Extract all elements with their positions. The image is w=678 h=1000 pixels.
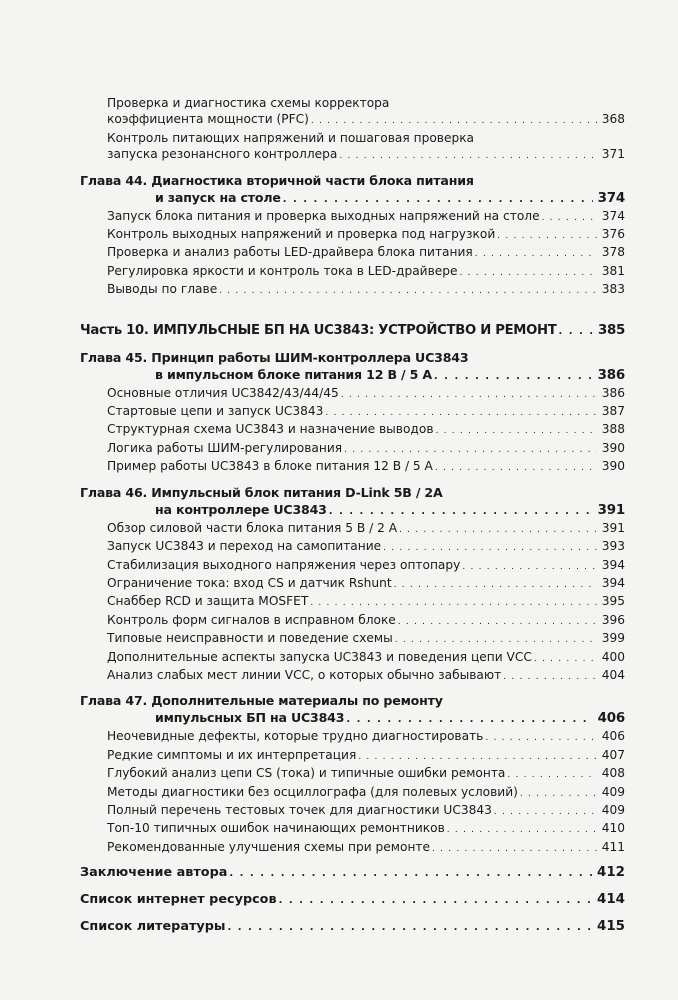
toc-page-number: 406	[601, 729, 625, 744]
table-of-contents	[80, 95, 625, 936]
toc-page-number: 411	[601, 839, 625, 854]
toc-entry[interactable]	[80, 146, 625, 164]
toc-page-number: 400	[601, 649, 625, 664]
toc-page-number: 371	[601, 147, 625, 162]
leader-dots	[395, 632, 597, 648]
toc-entry-conclusion[interactable]	[80, 864, 625, 882]
toc-page-number: 368	[601, 112, 625, 127]
toc-entry[interactable]	[80, 263, 625, 281]
toc-entry[interactable]	[80, 649, 625, 667]
toc-entry-title: Глубокий анализ цепи CS (тока) и типичные ошибки ремонта	[107, 766, 506, 781]
chapter-title: Глава 46. Импульсный блок питания D-Link 5В / 2А	[80, 484, 443, 500]
toc-entry[interactable]	[80, 820, 625, 838]
toc-line	[80, 130, 625, 146]
toc-entry-title: Стартовые цепи и запуск UC3843	[107, 404, 324, 419]
toc-entry-title: Проверка и диагностика схемы корректора	[107, 96, 390, 110]
toc-entry[interactable]	[80, 385, 625, 403]
chapter-title: и запуск на столе	[155, 189, 281, 205]
leader-dots	[534, 651, 597, 667]
leader-dots	[494, 804, 597, 820]
toc-entry[interactable]	[80, 630, 625, 648]
toc-entry-title: Полный перечень тестовых точек для диагностики UC3843	[107, 802, 492, 817]
toc-entry[interactable]	[80, 111, 625, 129]
toc-entry-title: Список интернет ресурсов	[80, 892, 277, 908]
toc-entry-title: Дополнительные аспекты запуска UC3843 и поведения цепи VCC	[107, 649, 532, 664]
leader-dots	[398, 614, 597, 630]
toc-page-number: 395	[601, 594, 625, 609]
chapter-heading-47	[80, 692, 625, 709]
toc-entry[interactable]	[80, 667, 625, 685]
toc-page-number: 408	[601, 766, 625, 781]
part-entry-10[interactable]	[80, 322, 625, 340]
toc-entry[interactable]	[80, 520, 625, 538]
leader-dots	[325, 405, 597, 421]
toc-entry[interactable]	[80, 765, 625, 783]
chapter-entry-45[interactable]	[80, 366, 625, 385]
toc-entry[interactable]	[80, 538, 625, 556]
chapter-title: Глава 45. Принцип работы ШИМ-контроллера UC3843	[80, 349, 469, 365]
toc-entry-title: Заключение автора	[80, 865, 228, 881]
toc-entry-title: Стабилизация выходного напряжения через оптопару	[107, 557, 461, 572]
toc-line	[80, 95, 625, 111]
leader-dots	[462, 559, 597, 575]
leader-dots	[485, 730, 597, 746]
leader-dots	[358, 749, 597, 765]
toc-page-number: 386	[601, 385, 625, 400]
toc-page-number: 396	[601, 612, 625, 627]
leader-dots	[520, 786, 597, 802]
leader-dots	[341, 387, 597, 403]
toc-entry[interactable]	[80, 802, 625, 820]
chapter-title: на контроллере UC3843	[155, 501, 327, 517]
toc-entry-title: Анализ слабых мест линии VCC, о которых обычно забывают	[107, 667, 502, 682]
toc-entry[interactable]	[80, 557, 625, 575]
toc-entry-title: Запуск UC3843 и переход на самопитание	[107, 539, 382, 554]
leader-dots	[329, 503, 593, 520]
leader-dots	[497, 228, 597, 244]
chapter-title: Глава 47. Дополнительные материалы по ремонту	[80, 693, 443, 709]
leader-dots	[339, 148, 597, 164]
toc-entry-title: Выводы по главе	[107, 282, 218, 297]
leader-dots	[346, 711, 593, 728]
toc-page-number: 404	[601, 667, 625, 682]
leader-dots	[399, 522, 597, 538]
chapter-heading-46	[80, 484, 625, 501]
toc-entry-title: Типовые неисправности и поведение схемы	[107, 631, 393, 646]
chapter-page-number: 374	[597, 190, 625, 206]
chapter-title: в импульсном блоке питания 12 В / 5 А	[155, 366, 432, 382]
leader-dots	[434, 368, 593, 385]
toc-entry-title: Ограничение тока: вход CS и датчик Rshunt	[107, 575, 392, 590]
chapter-heading-45	[80, 349, 625, 366]
toc-entry[interactable]	[80, 728, 625, 746]
chapter-entry-44[interactable]	[80, 189, 625, 208]
toc-entry-bibliography[interactable]	[80, 918, 625, 936]
leader-dots	[558, 323, 593, 340]
chapter-page-number: 386	[597, 367, 625, 383]
toc-page-number: 394	[601, 575, 625, 590]
toc-page-number: 409	[601, 784, 625, 799]
toc-page-number: 412	[597, 865, 625, 881]
leader-dots	[311, 113, 597, 129]
toc-entry-title: коэффициента мощности (PFC)	[107, 112, 309, 127]
leader-dots	[310, 595, 597, 611]
chapter-page-number: 391	[597, 502, 625, 518]
toc-entry[interactable]	[80, 747, 625, 765]
toc-entry[interactable]	[80, 421, 625, 439]
leader-dots	[219, 283, 597, 299]
leader-dots	[503, 669, 597, 685]
toc-page-number: 407	[601, 747, 625, 762]
toc-entry-title: Неочевидные дефекты, которые трудно диагностировать	[107, 729, 484, 744]
toc-page-number: 378	[601, 245, 625, 260]
toc-entry[interactable]	[80, 593, 625, 611]
toc-entry-title: Регулировка яркости и контроль тока в LED-драйвере	[107, 263, 458, 278]
part-page-number: 385	[597, 322, 625, 338]
toc-entry[interactable]	[80, 440, 625, 458]
chapter-entry-46[interactable]	[80, 501, 625, 520]
leader-dots	[475, 246, 597, 262]
leader-dots	[227, 919, 593, 936]
leader-dots	[229, 865, 593, 882]
toc-entry-title: Логика работы ШИМ-регулирования	[107, 440, 343, 455]
toc-page-number: 381	[601, 263, 625, 278]
chapter-heading-44	[80, 172, 625, 189]
toc-entry[interactable]	[80, 458, 625, 476]
leader-dots	[436, 423, 598, 439]
leader-dots	[460, 265, 597, 281]
toc-page-number: 409	[601, 802, 625, 817]
toc-entry-internet-resources[interactable]	[80, 891, 625, 909]
toc-entry[interactable]	[80, 839, 625, 857]
toc-entry[interactable]	[80, 575, 625, 593]
toc-page-number: 383	[601, 282, 625, 297]
part-title: Часть 10. ИМПУЛЬСНЫЕ БП НА UC3843: УСТРОЙСТВО И РЕМОНТ	[80, 322, 557, 338]
toc-page-number: 387	[601, 404, 625, 419]
leader-dots	[344, 442, 597, 458]
toc-entry-title: Основные отличия UC3842/43/44/45	[107, 385, 339, 400]
toc-page-number: 388	[601, 422, 625, 437]
toc-entry[interactable]	[80, 244, 625, 262]
toc-entry-title: Пример работы UC3843 в блоке питания 12 В / 5 А	[107, 459, 433, 474]
toc-entry-title: Контроль выходных напряжений и проверка под нагрузкой	[107, 227, 496, 242]
leader-dots	[447, 822, 597, 838]
toc-page-number: 391	[601, 520, 625, 535]
chapter-page-number: 406	[597, 711, 625, 727]
toc-page-number: 414	[597, 892, 625, 908]
leader-dots	[507, 767, 597, 783]
toc-entry-title: Запуск блока питания и проверка выходных напряжений на столе	[107, 208, 540, 223]
toc-page-number: 394	[601, 557, 625, 572]
chapter-title: Глава 44. Диагностика вторичной части блока питания	[80, 172, 474, 188]
leader-dots	[383, 540, 597, 556]
toc-entry[interactable]	[80, 226, 625, 244]
toc-entry-title: запуска резонансного контроллера	[107, 147, 338, 162]
leader-dots	[279, 892, 593, 909]
toc-page-number: 393	[601, 539, 625, 554]
toc-entry-title: Рекомендованные улучшения схемы при ремонте	[107, 839, 431, 854]
toc-entry-title: Снаббер RCD и защита MOSFET	[107, 594, 309, 609]
toc-entry-title: Список литературы	[80, 919, 226, 935]
toc-page-number: 390	[601, 459, 625, 474]
leader-dots	[394, 577, 597, 593]
toc-entry[interactable]	[80, 612, 625, 630]
toc-entry-title: Обзор силовой части блока питания 5 В / 2 А	[107, 520, 398, 535]
chapter-entry-47[interactable]	[80, 709, 625, 728]
leader-dots	[432, 841, 597, 857]
toc-page-number: 415	[597, 919, 625, 935]
toc-page-number: 376	[601, 227, 625, 242]
toc-entry-title: Контроль форм сигналов в исправном блоке	[107, 612, 396, 627]
toc-page-number: 374	[601, 208, 625, 223]
toc-entry-title: Проверка и анализ работы LED-драйвера блока питания	[107, 245, 473, 260]
leader-dots	[542, 210, 597, 226]
leader-dots	[435, 460, 597, 476]
toc-page-number: 399	[601, 631, 625, 646]
toc-page-number: 390	[601, 440, 625, 455]
toc-entry-title: Структурная схема UC3843 и назначение выводов	[107, 422, 434, 437]
toc-entry[interactable]	[80, 281, 625, 299]
toc-entry-title: Контроль питающих напряжений и пошаговая проверка	[107, 130, 475, 145]
toc-entry-title: Редкие симптомы и их интерпретация	[107, 747, 357, 762]
toc-entry-title: Топ-10 типичных ошибок начинающих ремонтников	[107, 821, 445, 836]
chapter-title: импульсных БП на UC3843	[155, 710, 345, 726]
toc-entry[interactable]	[80, 403, 625, 421]
toc-page-number: 410	[601, 821, 625, 836]
toc-entry[interactable]	[80, 784, 625, 802]
toc-entry[interactable]	[80, 208, 625, 226]
leader-dots	[283, 191, 593, 208]
toc-entry-title: Методы диагностики без осциллографа (для полевых условий)	[107, 784, 518, 799]
